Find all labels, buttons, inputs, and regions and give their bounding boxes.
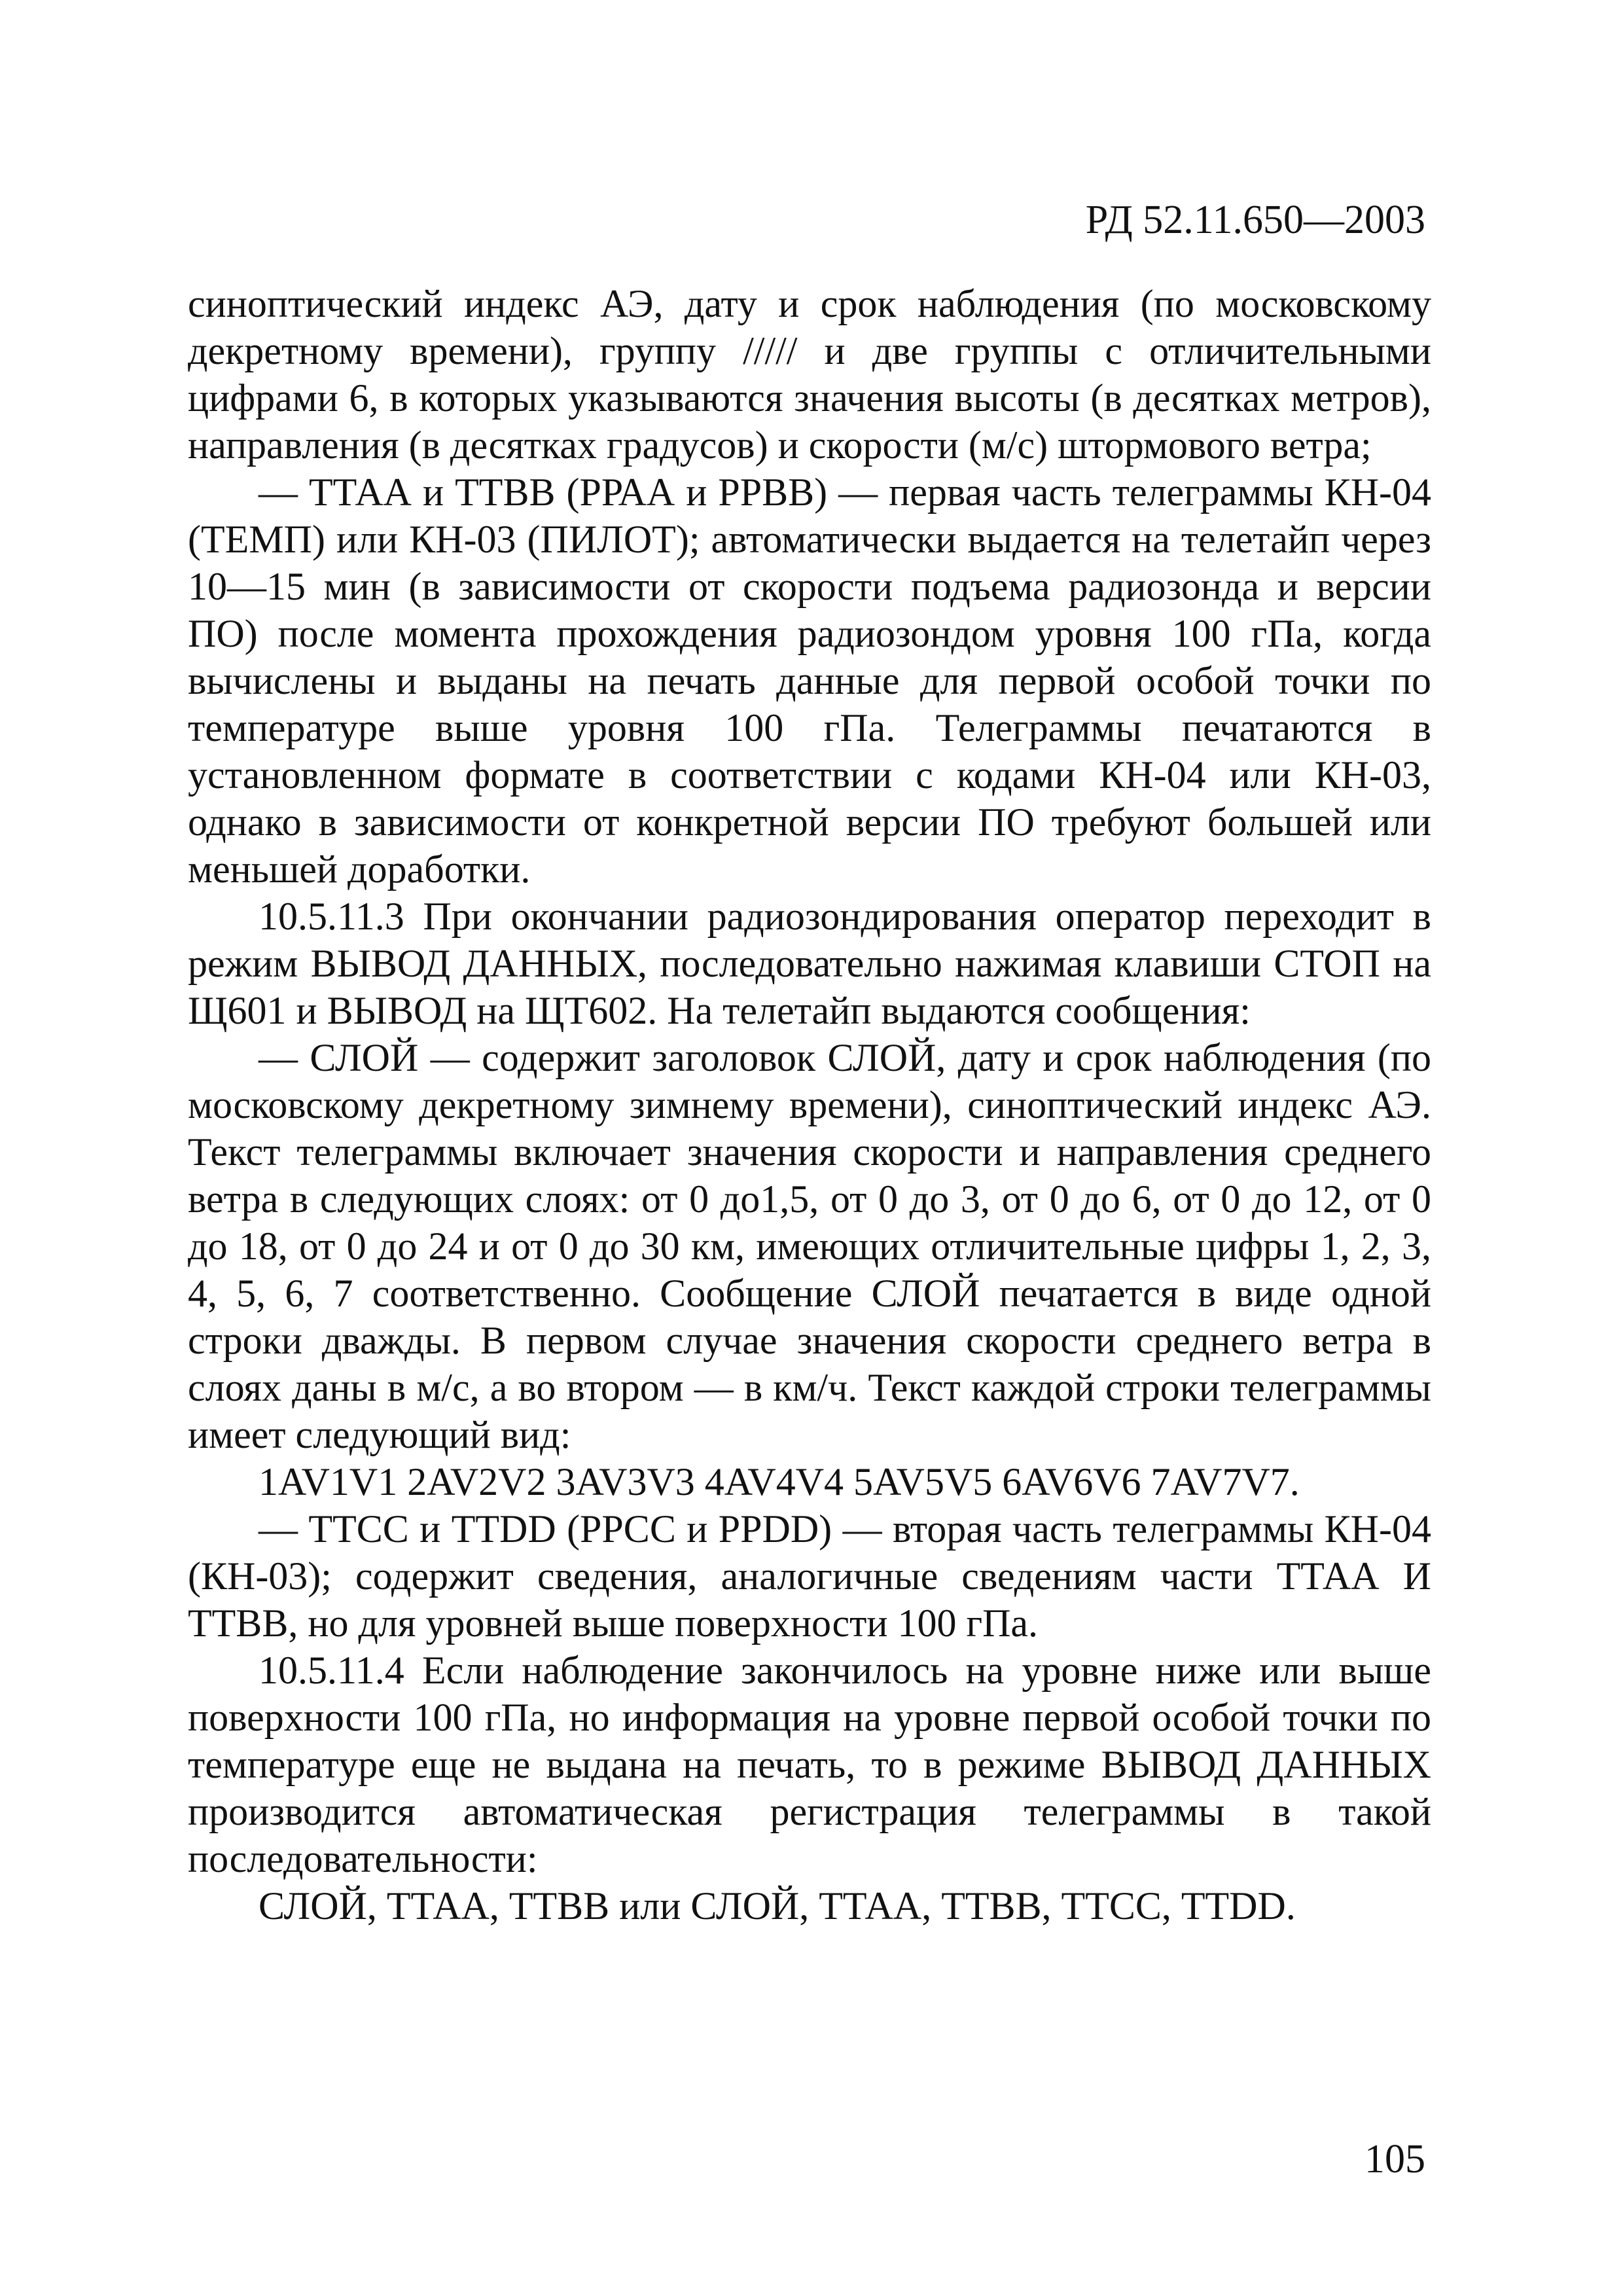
telegram-sequence-line: СЛОЙ, ТТАА, ТТВВ или СЛОЙ, ТТАА, ТТВВ, ТТСС, TTDD. [259, 1884, 1296, 1928]
paragraph-sloy: — СЛОЙ — содержит заголовок СЛОЙ, дату и срок наблюдения (по московскому декретному зимнему времени), синоптический индекс АЭ. Текст телеграммы включает значения скорости и направления среднего ветра в следующих слоях: от 0 до1,5, от 0 до 3, от 0 до 6, от 0 до 12, от 0 до 18, от 0 до 24 и от 0 до 30 км, имеющих отличительные цифры 1, 2, 3, 4, 5, 6, 7 соответственно. Сообщение СЛОЙ печатается в виде одной строки дважды. В первом случае значения скорости среднего ветра в слоях даны в м/с, а во втором — в км/ч. Текст каждой строки телеграммы имеет следующий вид: [188, 1036, 1431, 1456]
page-number: 105 [1364, 2137, 1425, 2181]
paragraph-ttcc-ttdd: — ТТСС и TTDD (PPCC и PPDD) — вторая часть телеграммы КН-04 (КН-03); содержит сведения, аналогичные сведениям части ТТАА И ТТВВ, но для уровней выше поверхности 100 гПа. [188, 1507, 1431, 1645]
document-number: РД 52.11.650—2003 [1085, 198, 1425, 242]
telegram-format-line: 1AV1V1 2AV2V2 3AV3V3 4AV4V4 5AV5V5 6AV6V6 7AV7V7. [259, 1460, 1300, 1503]
paragraph-10-5-11-4: 10.5.11.4 Если наблюдение закончилось на уровне ниже или выше поверхности 100 гПа, но информация на уровне первой особой точки по температуре еще не выдана на печать, то в режиме ВЫВОД ДАННЫХ производится автоматическая регистрация телеграммы в такой последовательности: [188, 1649, 1431, 1880]
paragraph-ttaa-ttbb: — ТТАА и ТТВВ (РРАА и РРВВ) — первая часть телеграммы КН-04 (ТЕМП) или КН-03 (ПИЛОТ); автоматически выдается на телетайп через 10—15 мин (в зависимости от скорости подъема радиозонда и версии ПО) после момента прохождения радиозондом уровня 100 гПа, когда вычислены и выданы на печать данные для первой особой точки по температуре выше уровня 100 гПа. Телеграммы печатаются в установленном формате в соответствии с кодами КН-04 или КН-03, однако в зависимости от конкретной версии ПО требуют большей или меньшей доработки. [188, 471, 1431, 891]
paragraph-continuation: синоптический индекс АЭ, дату и срок наблюдения (по московскому декретному времени), группу ///// и две группы с отличительными цифрами 6, в которых указываются значения высоты (в десятках метров), направления (в десятках градусов) и скорости (м/с) штормового ветра; [188, 282, 1431, 467]
paragraph-10-5-11-3: 10.5.11.3 При окончании радиозондирования оператор переходит в режим ВЫВОД ДАННЫХ, последовательно нажимая клавиши СТОП на Щ601 и ВЫВОД на ЩТ602. На телетайп выдаются сообщения: [188, 895, 1431, 1032]
page-body [188, 280, 1431, 1929]
